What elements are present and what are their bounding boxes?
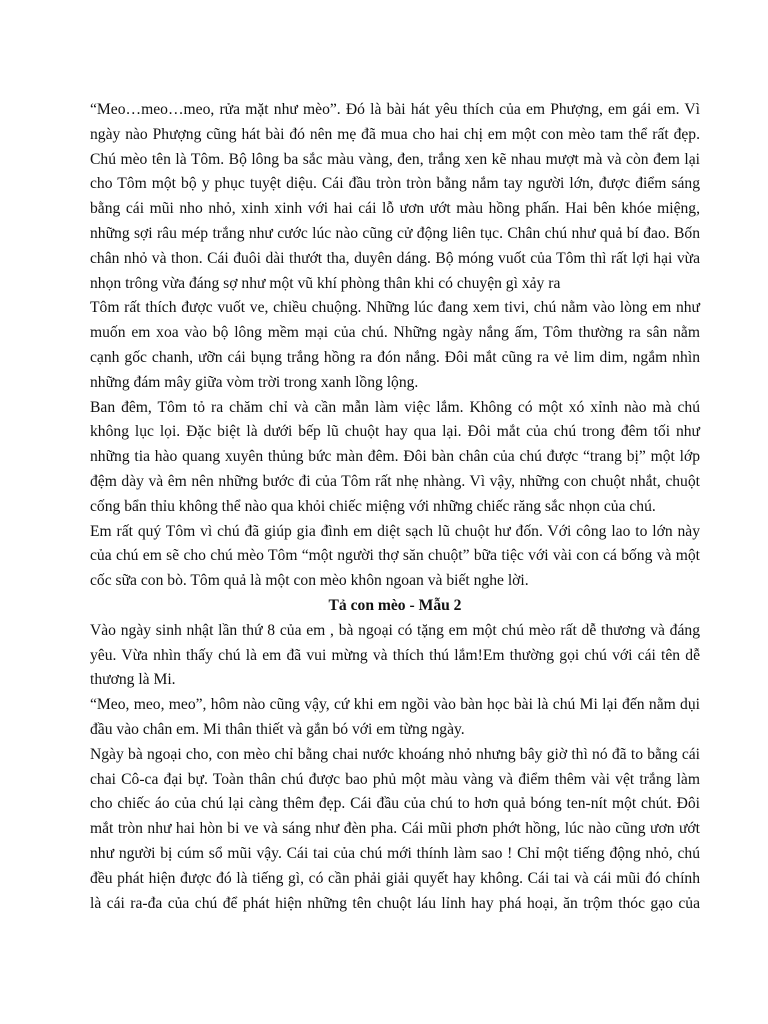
text-line: muốn em xoa vào bộ lông mềm mại của chú. Những ngày nắng ấm, Tôm thường ra sân nằm bbox=[90, 324, 700, 342]
text-line: “Meo, meo, meo”, hôm nào cũng vậy, cứ khi em ngồi vào bàn học bài là chú Mi lại đến nằm dụi bbox=[90, 696, 700, 714]
text-line: Tôm rất thích được vuốt ve, chiều chuộng. Những lúc đang xem tivi, chú nằm vào lòng em như bbox=[90, 299, 700, 317]
text-line: yêu. Vừa nhìn thấy chú là em đã vui mừng và thích thú lắm!Em thường gọi chú với cái tên dễ bbox=[90, 646, 700, 664]
text-line: cho Tôm một bộ y phục tuyệt diệu. Cái đầu tròn tròn bằng nắm tay người lớn, được điểm sáng bbox=[90, 175, 700, 193]
text-line: cốc sữa con bò. Tôm quả là một con mèo khôn ngoan và biết nghe lời. bbox=[90, 572, 529, 590]
text-line: không lục lọi. Đặc biệt là dưới bếp lũ chuột hay qua lại. Đôi mắt của chú trong đêm tối như bbox=[90, 423, 700, 441]
text-line: Chú mèo tên là Tôm. Bộ lông ba sắc màu vàng, đen, trắng xen kẽ nhau mượt mà và còn đem lại bbox=[90, 150, 700, 168]
text-line: thương là Mi. bbox=[90, 671, 176, 689]
text-line: như người bị cúm sổ mũi vậy. Cái tai của chú mới thính làm sao ! Chỉ một tiếng động nhỏ, chú bbox=[90, 844, 700, 862]
text-line: chân nhỏ và thon. Cái đuôi dài thướt tha, duyên dáng. Bộ móng vuốt của Tôm thì rất lợi hại vừa bbox=[90, 249, 700, 267]
text-line: cho chiếc áo của chú lại càng thêm đẹp. Cái đầu của chú to hơn quả bóng ten-nít một chút. Đôi bbox=[90, 795, 700, 813]
text-line: “Meo…meo…meo, rửa mặt như mèo”. Đó là bài hát yêu thích của em Phượng, em gái em. Vì bbox=[90, 101, 700, 118]
text-line: đầu vào chân em. Mi thân thiết và gắn bó với em từng ngày. bbox=[90, 720, 465, 738]
text-line: chai Cô-ca đại bự. Toàn thân chú được bao phủ một màu vàng và điểm thêm vài vệt trắng làm bbox=[90, 770, 700, 788]
text-line: mắt tròn như hai hòn bi ve và sáng như đèn pha. Cái mũi phơn phớt hồng, lúc nào cũng ươn ướt bbox=[90, 820, 700, 838]
text-line: Vào ngày sinh nhật lần thứ 8 của em , bà ngoại có tặng em một chú mèo rất dễ thương và đáng bbox=[90, 621, 700, 639]
text-line: đều phát hiện được đó là tiếng gì, có cần phải giải quyết hay không. Cái tai và cái mũi đó chính bbox=[90, 869, 700, 887]
text-line: những đám mây giữa vòm trời trong xanh lồng lộng. bbox=[90, 373, 419, 391]
document-body bbox=[90, 98, 700, 916]
text-line: Ban đêm, Tôm tỏ ra chăm chỉ và cần mẫn làm việc lắm. Không có một xó xỉnh nào mà chú bbox=[90, 398, 700, 416]
text-line: bằng cái mũi nho nhỏ, xinh xinh với hai cái lỗ ươn ướt màu hồng phấn. Hai bên khóe miệng, bbox=[90, 200, 700, 218]
text-line: những sợi râu mép trắng như cước lúc nào cũng cử động liên tục. Chân chú như quả bí đao. Bốn bbox=[90, 224, 700, 242]
text-line: là cái ra-đa của chú để phát hiện những tên chuột láu lỉnh hay phá hoại, ăn trộm thóc gạo của bbox=[90, 894, 700, 912]
text-line: cống bẩn thỉu không thể nào qua khỏi chiếc miệng với những chiếc răng sắc nhọn của chú. bbox=[90, 497, 656, 515]
section-heading: Tả con mèo - Mẫu 2 bbox=[328, 596, 462, 614]
text-line: Em rất quý Tôm vì chú đã giúp gia đình em diệt sạch lũ chuột hư đốn. Với công lao to lớn này bbox=[90, 522, 700, 540]
text-line: đệm dày và êm nên những bước đi của Tôm rất nhẹ nhàng. Vì vậy, những con chuột nhắt, chuột bbox=[90, 472, 700, 490]
text-line: nhọn trông vừa đáng sợ như một vũ khí phòng thân khi có chuyện gì xảy ra bbox=[90, 274, 561, 292]
text-line: Ngày bà ngoại cho, con mèo chỉ bằng chai nước khoáng nhỏ nhưng bây giờ thì nó đã to bằng cái bbox=[90, 745, 700, 763]
text-line: ngày nào Phượng cũng hát bài đó nên mẹ đã mua cho hai chị em một con mèo tam thể rất đẹp. bbox=[90, 125, 700, 143]
text-line: cạnh gốc chanh, ưỡn cái bụng trắng hồng ra đón nắng. Đôi mắt cũng ra vẻ lim dim, ngắm nhìn bbox=[90, 348, 700, 366]
text-line: những tia hào quang xuyên thủng bức màn đêm. Đôi bàn chân của chú được “trang bị” một lớp bbox=[90, 448, 700, 466]
text-line: của chú em sẽ cho chú mèo Tôm “một người thợ săn chuột” bữa tiệc với vài con cá bống và một bbox=[90, 547, 700, 565]
